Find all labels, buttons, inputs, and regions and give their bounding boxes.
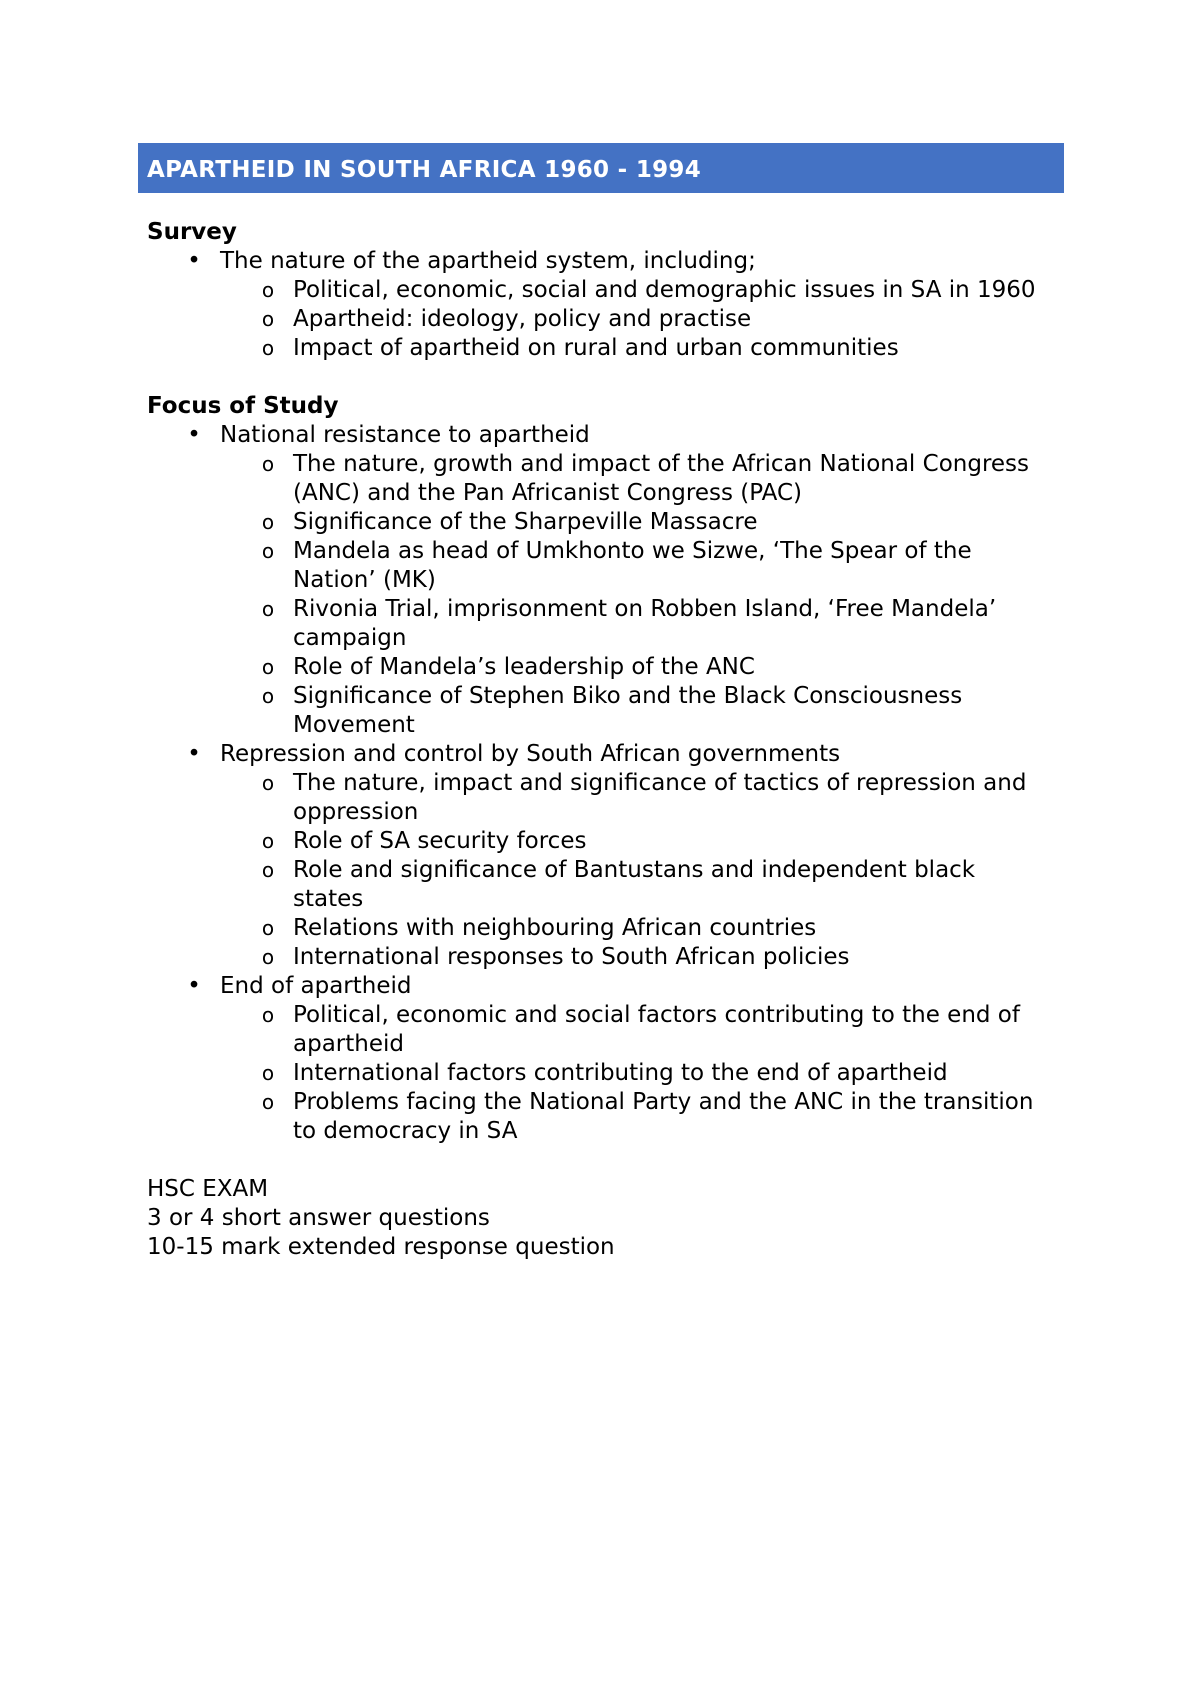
circle-bullet-icon: o [261, 829, 275, 853]
circle-bullet-icon: o [261, 336, 275, 360]
sub-list-item-text: Role and significance of Bantustans and independent black states [293, 857, 976, 912]
sub-list-item-text: The nature, impact and significance of tactics of repression and oppression [293, 770, 1027, 825]
sub-list-item [220, 1001, 1047, 1059]
circle-bullet-icon: o [261, 539, 275, 563]
circle-bullet-icon: o [261, 307, 275, 331]
page-title: APARTHEID IN SOUTH AFRICA 1960 - 1994 [147, 157, 702, 183]
list-item [147, 740, 1047, 972]
sub-list-item-text: The nature, growth and impact of the African National Congress (ANC) and the Pan Africanist Congress (PAC) [293, 451, 1030, 506]
sub-list-item-text: Impact of apartheid on rural and urban communities [293, 335, 899, 361]
sub-list [220, 276, 1047, 363]
sub-list-item [220, 914, 1047, 943]
list-item [147, 972, 1047, 1146]
sub-list [220, 1001, 1047, 1146]
sub-list-item [220, 653, 1047, 682]
sub-list-item-text: Political, economic, social and demographic issues in SA in 1960 [293, 277, 1036, 303]
survey-list [147, 247, 1047, 363]
sub-list-item [220, 595, 1047, 653]
circle-bullet-icon: o [261, 684, 275, 708]
exam-line: 10-15 mark extended response question [147, 1234, 615, 1260]
sub-list-item [220, 1059, 1047, 1088]
sub-list-item [220, 769, 1047, 827]
list-item-text: National resistance to apartheid [220, 422, 590, 448]
list-item-text: Repression and control by South African governments [220, 741, 841, 767]
sub-list-item [220, 856, 1047, 914]
sub-list-item-text: Role of SA security forces [293, 828, 587, 854]
sub-list-item-text: Apartheid: ideology, policy and practise [293, 306, 752, 332]
document-content [147, 218, 1047, 1262]
circle-bullet-icon: o [261, 655, 275, 679]
survey-heading: Survey [147, 219, 237, 245]
circle-bullet-icon: o [261, 858, 275, 882]
circle-bullet-icon: o [261, 278, 275, 302]
list-item [147, 247, 1047, 363]
list-item-text: End of apartheid [220, 973, 412, 999]
sub-list-item [220, 450, 1047, 508]
circle-bullet-icon: o [261, 916, 275, 940]
sub-list-item-text: International factors contributing to the end of apartheid [293, 1060, 948, 1086]
bullet-icon: • [187, 741, 201, 767]
focus-list [147, 421, 1047, 1146]
circle-bullet-icon: o [261, 1061, 275, 1085]
sub-list-item-text: Political, economic and social factors contributing to the end of apartheid [293, 1002, 1020, 1057]
sub-list-item [220, 827, 1047, 856]
bullet-icon: • [187, 422, 201, 448]
focus-heading: Focus of Study [147, 393, 339, 419]
sub-list-item [220, 334, 1047, 363]
sub-list-item-text: Significance of Stephen Biko and the Black Consciousness Movement [293, 683, 963, 738]
sub-list-item [220, 943, 1047, 972]
sub-list [220, 769, 1047, 972]
sub-list-item-text: Rivonia Trial, imprisonment on Robben Island, ‘Free Mandela’ campaign [293, 596, 997, 651]
sub-list-item [220, 508, 1047, 537]
exam-line: 3 or 4 short answer questions [147, 1205, 490, 1231]
sub-list-item [220, 537, 1047, 595]
exam-heading: HSC EXAM [147, 1176, 269, 1202]
list-item-text: The nature of the apartheid system, including; [220, 248, 756, 274]
sub-list-item [220, 1088, 1047, 1146]
list-item [147, 421, 1047, 740]
circle-bullet-icon: o [261, 945, 275, 969]
circle-bullet-icon: o [261, 510, 275, 534]
sub-list-item-text: Problems facing the National Party and the ANC in the transition to democracy in SA [293, 1089, 1034, 1144]
circle-bullet-icon: o [261, 1003, 275, 1027]
circle-bullet-icon: o [261, 1090, 275, 1114]
circle-bullet-icon: o [261, 597, 275, 621]
page-title-banner [138, 143, 1064, 193]
sub-list [220, 450, 1047, 740]
sub-list-item-text: Mandela as head of Umkhonto we Sizwe, ‘The Spear of the Nation’ (MK) [293, 538, 972, 593]
sub-list-item-text: Role of Mandela’s leadership of the ANC [293, 654, 755, 680]
sub-list-item [220, 682, 1047, 740]
circle-bullet-icon: o [261, 771, 275, 795]
sub-list-item-text: International responses to South African policies [293, 944, 850, 970]
sub-list-item-text: Significance of the Sharpeville Massacre [293, 509, 758, 535]
circle-bullet-icon: o [261, 452, 275, 476]
bullet-icon: • [187, 973, 201, 999]
sub-list-item [220, 305, 1047, 334]
bullet-icon: • [187, 248, 201, 274]
sub-list-item-text: Relations with neighbouring African countries [293, 915, 817, 941]
sub-list-item [220, 276, 1047, 305]
